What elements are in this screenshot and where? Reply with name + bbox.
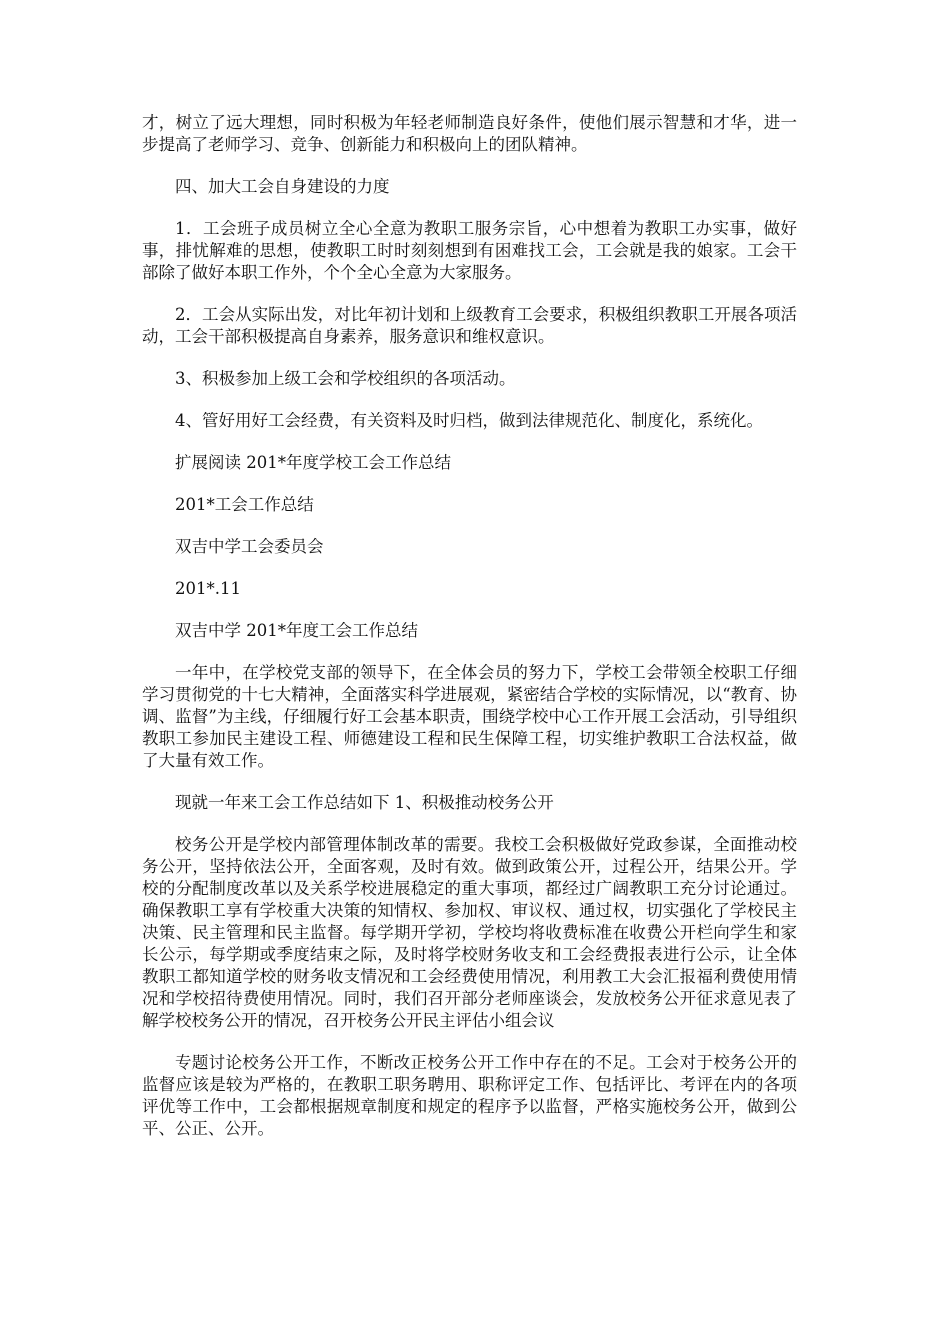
- extended-reading-title: 扩展阅读 201*年度学校工会工作总结: [175, 453, 451, 472]
- document-page: [142, 112, 797, 1160]
- paragraph-continuation: 才，树立了远大理想，同时积极为年轻老师制造良好条件，使他们展示智慧和才华，进一步提高了老师学习、竞争、创新能力和积极向上的团队精神。: [142, 113, 797, 154]
- paragraph-item-3: 3、积极参加上级工会和学校组织的各项活动。: [175, 369, 516, 388]
- paragraph-item-1: 1．工会班子成员树立全心全意为教职工服务宗旨，心中想着为教职工办实事，做好事，排忧解难的思想，使教职工时时刻刻想到有困难找工会，工会就是我的娘家。工会干部除了做好本职工作外，个个全心全意为大家服务。: [142, 219, 797, 282]
- paragraph-school-affairs: 校务公开是学校内部管理体制改革的需要。我校工会积极做好党政参谋，全面推动校务公开，坚持依法公开，全面客观，及时有效。做到政策公开，过程公开，结果公开。学校的分配制度改革以及关系学校进展稳定的重大事项，都经过广阔教职工充分讨论通过。确保教职工享有学校重大决策的知情权、参加权、审议权、通过权，切实强化了学校民主决策、民主管理和民主监督。每学期开学初，学校均将收费标准在收费公开栏向学生和家长公示，每学期或季度结束之际，及时将学校财务收支和工会经费报表进行公示，让全体教职工都知道学校的财务收支情况和工会经费使用情况，利用教工大会汇报福利费使用情况和学校招待费使用情况。同时，我们召开部分老师座谈会，发放校务公开征求意见表了解学校校务公开的情况，召开校务公开民主评估小组会议: [142, 835, 797, 1030]
- paragraph-item-2: 2．工会从实际出发，对比年初计划和上级教育工会要求，积极组织教职工开展各项活动，工会干部积极提高自身素养，服务意识和维权意识。: [142, 305, 797, 346]
- organization-name: 双吉中学工会委员会: [175, 537, 324, 556]
- annual-summary-title: 双吉中学 201*年度工会工作总结: [175, 621, 418, 640]
- paragraph-intro: 一年中，在学校党支部的领导下，在全体会员的努力下，学校工会带领全校职工仔细学习贯彻党的十七大精神，全面落实科学进展观，紧密结合学校的实际情况，以“教育、协调、监督”为主线，仔细履行好工会基本职责，围绕学校中心工作开展工会活动，引导组织教职工参加民主建设工程、师德建设工程和民生保障工程，切实维护教职工合法权益，做了大量有效工作。: [142, 663, 797, 770]
- paragraph-supervision: 专题讨论校务公开工作，不断改正校务公开工作中存在的不足。工会对于校务公开的监督应该是较为严格的，在教职工职务聘用、职称评定工作、包括评比、考评在内的各项评优等工作中，工会都根据规章制度和规定的程序予以监督，严格实施校务公开，做到公平、公正、公开。: [142, 1053, 797, 1138]
- section-heading-4: 四、加大工会自身建设的力度: [175, 177, 390, 196]
- summary-title: 201*工会工作总结: [175, 495, 314, 514]
- document-date: 201*.11: [175, 579, 241, 598]
- paragraph-summary-lead: 现就一年来工会工作总结如下 1、积极推动校务公开: [175, 793, 554, 812]
- paragraph-item-4: 4、管好用好工会经费，有关资料及时归档，做到法律规范化、制度化，系统化。: [175, 411, 763, 430]
